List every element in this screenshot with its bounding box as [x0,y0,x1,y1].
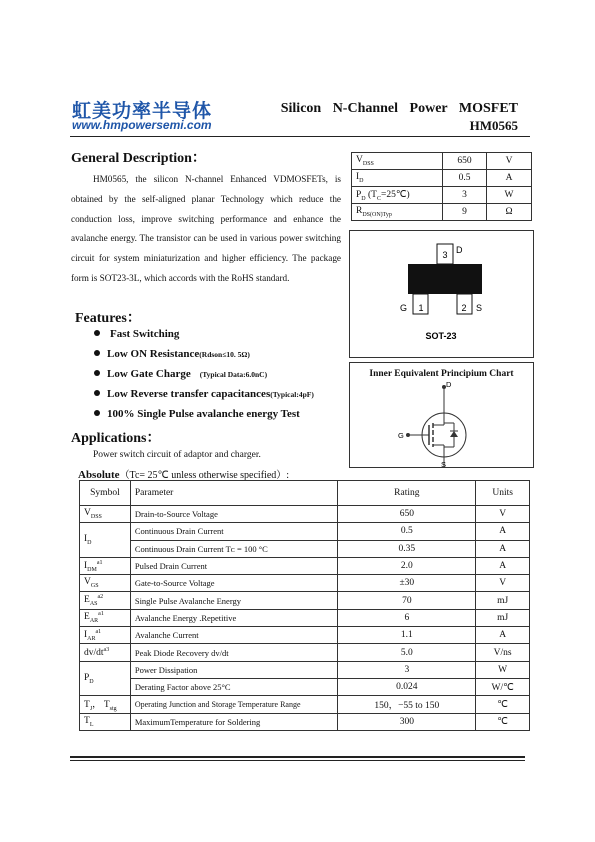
table-row [80,661,530,678]
table-row [80,523,530,540]
symbol-cell: $V_{DSS}$ [80,506,131,523]
parameter-cell: Avalanche Current [130,627,338,644]
symbol-cell: $P_D$ [80,661,131,696]
document-title: Silicon N-Channel Power MOSFET [280,101,518,116]
rating-cell: 650 [338,506,476,523]
unit-cell: V/ns [476,644,530,661]
key-param-symbol: $R_{DS(ON)Typ}$ [352,204,443,221]
key-param-symbol: $P_D$ $(T_C=25℃)$ [352,187,443,204]
table-row [80,575,530,592]
pin2-number: 2 [461,303,467,313]
symbol-cell: $E_{AS}^{a2}$ [80,592,131,609]
general-description-heading: General Description： [71,151,206,166]
table-row [80,627,530,644]
rating-cell: 300 [338,713,476,730]
unit-cell: mJ [476,609,530,626]
company-logo-chinese: 虹美功率半导体 [72,100,213,122]
parameter-cell: Avalanche Energy .Repetitive [130,609,338,626]
bullet-icon [94,410,100,416]
rating-cell: ±30 [338,575,476,592]
footer-rule-thin [70,760,525,761]
symbol-cell: $I_D$ [80,523,131,558]
parameter-cell: Gate-to-Source Voltage [130,575,338,592]
rating-cell: 150，−55 to 150 [338,696,476,713]
unit-cell: A [476,523,530,540]
parameter-cell: Drain-to-Source Voltage [130,506,338,523]
rating-cell: 1.1 [338,627,476,644]
footer-rule-thick [70,756,525,758]
unit-cell: ℃ [476,713,530,730]
pin-drain-label: D [456,245,463,255]
key-param-unit: A [487,170,532,187]
key-param-value: 650 [443,153,487,170]
bullet-icon [94,390,100,396]
parameter-cell: MaximumTemperature for Soldering [130,713,338,730]
col-symbol: Symbol [80,481,131,506]
feature-item: Low ON Resistance(Rdson≤10. 5Ω) [94,348,250,360]
pin-source-label: S [476,303,483,313]
col-parameter: Parameter [130,481,338,506]
table-row [80,506,530,523]
pin-gate-label: G [399,303,407,313]
table-row [80,713,530,730]
rating-cell: 0.024 [338,678,476,695]
feature-item: Fast Switching [94,328,179,340]
parameter-cell: Continuous Drain Current [130,523,338,540]
unit-cell: W/℃ [476,678,530,695]
feature-item: 100% Single Pulse avalanche energy Test [94,408,300,420]
unit-cell: V [476,575,530,592]
parameter-cell: Power Dissipation [130,661,338,678]
key-param-unit: V [487,153,532,170]
sot23-package-icon [350,231,533,357]
unit-cell: ℃ [476,696,530,713]
symbol-cell: $I_{DM}^{a1}$ [80,557,131,574]
table-row [80,696,530,713]
gate-label: G [398,431,404,440]
absolute-ratings-title: Absolute（Tc= 25℃ unless otherwise specified）: [78,469,290,481]
drain-label: D [446,381,452,389]
parameter-cell: Single Pulse Avalanche Energy [130,592,338,609]
symbol-cell: $T_J$， $T_{stg}$ [80,696,131,713]
key-param-row [352,170,532,187]
feature-item: Low Gate Charge (Typical Data:6.0nC) [94,368,267,380]
schematic-title: Inner Equivalent Principium Chart [369,369,514,379]
unit-cell: mJ [476,592,530,609]
key-param-value: 9 [443,204,487,221]
schematic-box [349,362,534,468]
rating-cell: 0.5 [338,523,476,540]
symbol-cell: $dv/dt^{a3}$ [80,644,131,661]
unit-cell: A [476,540,530,557]
col-units: Units [476,481,530,506]
table-row [80,609,530,626]
general-description-paragraph: HM0565, the silicon N-channel Enhanced VDMOSFETs, is obtained by the self-aligned planar Technology which reduce the conduction loss, improve switching performance and enhance the avalanche energy. The transistor can be used in various power switching circuit for system miniaturization and higher efficiency. The package form is SOT23-3L, which accords with the RoHS standard. [71,174,341,283]
source-label: S [441,460,447,467]
unit-cell: A [476,557,530,574]
col-rating: Rating [338,481,476,506]
key-parameters-table [351,152,532,221]
key-param-value: 0.5 [443,170,487,187]
symbol-cell: $E_{AR}^{a1}$ [80,609,131,626]
part-number: HM0565 [469,118,518,133]
key-param-symbol: $I_D$ [352,170,443,187]
company-url: www.hmpowersemi.com [72,118,212,132]
key-param-unit: Ω [487,204,532,221]
key-param-row [352,204,532,221]
pin3-number: 3 [442,250,448,260]
symbol-cell: $I_{AR}^{a1}$ [80,627,131,644]
parameter-cell: Operating Junction and Storage Temperature Range [130,696,338,713]
parameter-cell: Derating Factor above 25°C [130,678,338,695]
rating-cell: 0.35 [338,540,476,557]
table-row [80,678,530,695]
unit-cell: A [476,627,530,644]
parameter-cell: Pulsed Drain Current [130,557,338,574]
parameter-cell: Peak Diode Recovery dv/dt [130,644,338,661]
pin1-number: 1 [418,303,424,313]
table-row [80,540,530,557]
symbol-cell: $V_{GS}$ [80,575,131,592]
key-param-unit: W [487,187,532,204]
bullet-icon [94,350,100,356]
applications-text: Power switch circuit of adaptor and charger. [93,450,261,460]
rating-cell: 3 [338,661,476,678]
rating-cell: 70 [338,592,476,609]
key-param-row [352,187,532,204]
package-label: SOT-23 [425,331,457,341]
absolute-ratings-table [79,480,530,731]
feature-item: Low Reverse transfer capacitances(Typical:4pF) [94,388,314,400]
parameter-cell: Continuous Drain Current Tᴄ = 100 °C [130,540,338,557]
unit-cell: V [476,506,530,523]
key-param-row [352,153,532,170]
table-row [80,557,530,574]
applications-heading: Applications： [71,431,161,446]
general-description-text [71,170,341,289]
header-rule [70,136,530,137]
table-row [80,592,530,609]
key-param-symbol: $V_{DSS}$ [352,153,443,170]
mosfet-symbol-icon [350,381,533,467]
rating-cell: 2.0 [338,557,476,574]
table-header-row [80,481,530,506]
key-param-value: 3 [443,187,487,204]
package-drawing-box [349,230,534,358]
unit-cell: W [476,661,530,678]
rating-cell: 5.0 [338,644,476,661]
features-heading: Features： [75,311,141,326]
bullet-icon [94,330,100,336]
table-row [80,644,530,661]
bullet-icon [94,370,100,376]
rating-cell: 6 [338,609,476,626]
symbol-cell: $T_L$ [80,713,131,730]
